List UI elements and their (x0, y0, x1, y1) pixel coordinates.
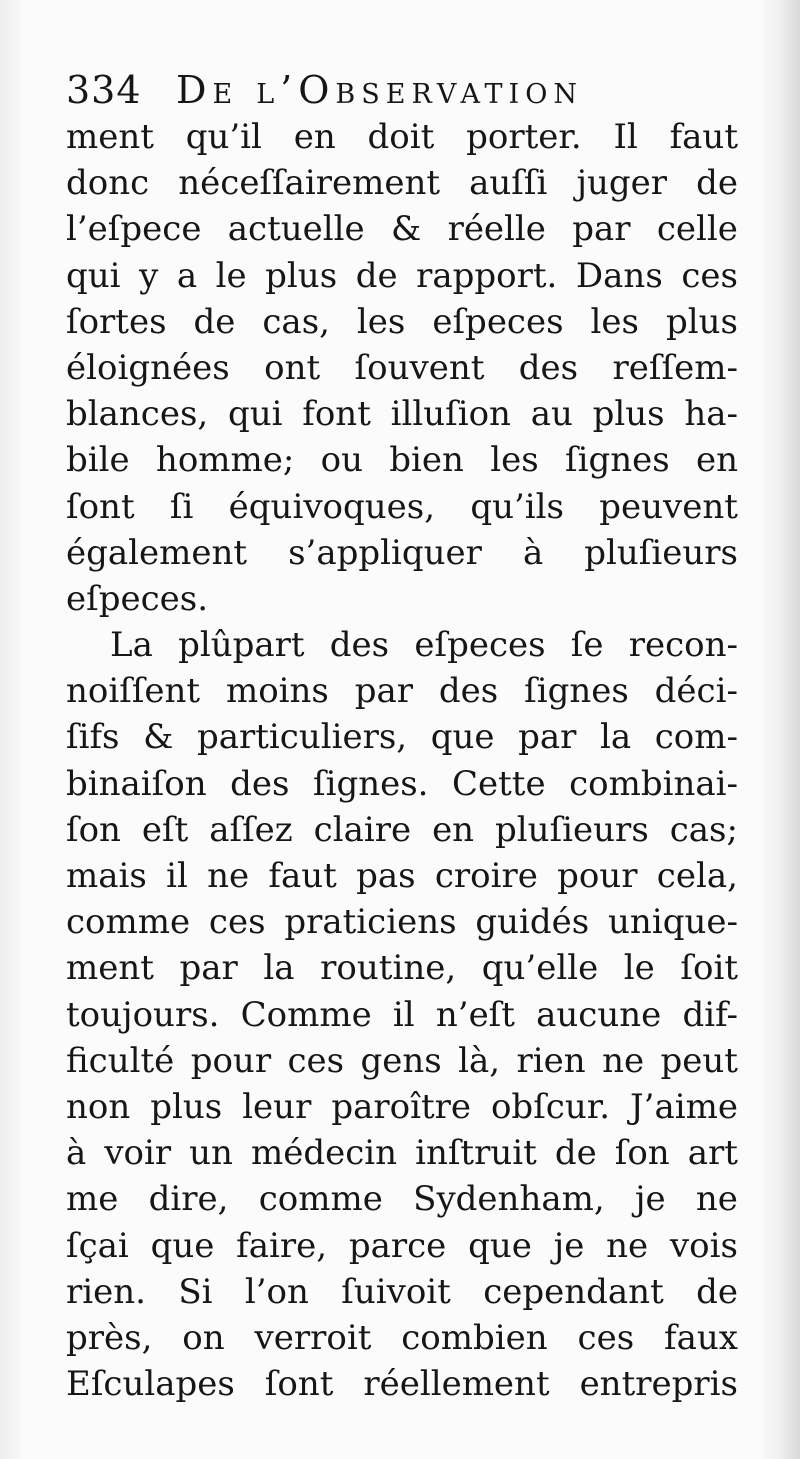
word: à (66, 1133, 87, 1174)
word: les (356, 301, 406, 342)
word: rien (516, 1040, 586, 1081)
word: il (392, 994, 415, 1035)
word: ſignes (524, 671, 629, 712)
word: de (554, 1133, 597, 1174)
text-line (66, 1361, 738, 1407)
word: auſſi (469, 163, 548, 204)
word: les (590, 301, 639, 342)
word: noiſſent (66, 671, 201, 712)
word: rapport. (416, 255, 558, 296)
word: l’eſpece (66, 209, 202, 250)
body-text (66, 114, 738, 1407)
word: ſuivoit (341, 1271, 451, 1312)
word: ſignes. (312, 763, 429, 804)
word: réellement (363, 1364, 550, 1405)
word: entrepris (579, 1364, 738, 1405)
word: mais (66, 856, 147, 896)
word: l’on (244, 1271, 309, 1312)
word: en (293, 117, 336, 157)
word: plus (665, 301, 738, 342)
word: cela, (656, 856, 738, 896)
word: des (329, 625, 390, 666)
word: ne (695, 1179, 738, 1220)
text-line (66, 530, 738, 576)
word: ſortes (66, 301, 167, 342)
word: le (623, 948, 655, 989)
word: actuelle (227, 209, 365, 250)
page-spine-shadow (776, 0, 800, 1459)
word: ne (606, 1225, 649, 1266)
word: dire, (148, 1179, 229, 1220)
word: dif- (682, 994, 738, 1035)
text-line (66, 992, 738, 1038)
word: moins (225, 671, 329, 712)
word: combinai- (569, 763, 738, 804)
word: ne (207, 856, 250, 896)
word: des (438, 671, 499, 712)
text-line (66, 899, 738, 945)
word: & (143, 717, 174, 758)
word: ſont (66, 486, 135, 527)
word: plûpart (178, 625, 305, 666)
word: plus (150, 1086, 223, 1127)
word: Eſculapes (66, 1364, 235, 1405)
word: & (390, 209, 422, 250)
word: par (354, 671, 414, 712)
word: font (302, 394, 371, 435)
word: je (634, 1179, 666, 1220)
word: faut (669, 117, 738, 157)
text-line (66, 437, 738, 483)
word: faut (268, 856, 337, 896)
word: des (518, 347, 579, 388)
word: ſon (66, 809, 121, 850)
word: J’aime (630, 1086, 738, 1127)
word: pluſieurs (584, 532, 738, 573)
word: toujours. (66, 994, 220, 1035)
word: de (193, 301, 236, 342)
word: à (522, 532, 544, 573)
text-line (66, 714, 738, 760)
word: routine, (320, 948, 457, 989)
word: là, (458, 1040, 501, 1081)
word: ſçai (66, 1225, 129, 1266)
word: ſoit (680, 948, 738, 989)
word: ha- (684, 394, 738, 435)
word: près, (66, 1317, 153, 1358)
word: Dans (575, 255, 663, 296)
page-header (66, 66, 738, 114)
word: ment (66, 117, 154, 157)
text-line (66, 1223, 738, 1269)
word: cas; (669, 809, 738, 850)
word: en (695, 440, 738, 481)
word: de (696, 163, 738, 204)
word: peut (660, 1040, 738, 1081)
word: ment (66, 948, 154, 989)
text-line (66, 345, 738, 391)
text-line (66, 1084, 738, 1130)
word: ces (681, 255, 738, 296)
word: peuvent (599, 486, 738, 527)
word: inſtruit (415, 1133, 537, 1174)
word: paroître (331, 1086, 471, 1127)
word: Comme (240, 994, 372, 1035)
word: pluſieurs (495, 809, 649, 850)
word: ne (602, 1040, 645, 1081)
word: de (355, 255, 398, 296)
word: la (599, 717, 632, 758)
word: praticiens (284, 902, 457, 943)
word: donc (66, 163, 150, 204)
word: qu’il (185, 117, 262, 157)
word: doit (367, 117, 435, 157)
text-line (66, 622, 738, 668)
word: a (176, 255, 198, 296)
word: parce (348, 1225, 447, 1266)
word: s’appliquer (288, 532, 482, 573)
word: homme; (155, 440, 295, 481)
word: que (430, 717, 495, 758)
word: La (110, 625, 153, 666)
word: qu’elle (481, 948, 599, 989)
word: guidés (475, 902, 590, 943)
word: me (66, 1179, 119, 1220)
word: ſifs (66, 717, 120, 758)
word: il (166, 856, 188, 896)
word: eſt (141, 809, 189, 850)
word: vois (669, 1225, 738, 1266)
running-head: De l’Observation (176, 68, 583, 112)
word: ou (320, 440, 364, 481)
word: faux (664, 1317, 738, 1358)
text-line (66, 1315, 738, 1361)
word: eſpeces (432, 301, 564, 342)
word: verroit (254, 1317, 372, 1358)
text-line (66, 761, 738, 807)
word: n’eſt (435, 994, 515, 1035)
word: ſe (570, 625, 604, 666)
word: médecin (250, 1133, 398, 1174)
word: aſſez (209, 809, 293, 850)
word: claire (313, 809, 412, 850)
text-line (66, 484, 738, 530)
word: par (179, 948, 238, 989)
word: que (468, 1225, 532, 1266)
word: réelle (447, 209, 546, 250)
word: aucune (536, 994, 662, 1035)
word: Il (613, 117, 638, 157)
word: juger (576, 163, 668, 204)
word: porter. (466, 117, 582, 157)
word: art (687, 1133, 738, 1174)
text-line (66, 668, 738, 714)
word: au (530, 394, 573, 435)
word: recon- (628, 625, 738, 666)
word: ficulté (66, 1040, 175, 1081)
word: bien (389, 440, 464, 481)
word: éloignées (66, 347, 230, 388)
word: croire (434, 856, 538, 896)
word: eſpeces (414, 625, 546, 666)
word: com- (654, 717, 738, 758)
text-line (66, 1269, 738, 1315)
word: Cette (451, 763, 546, 804)
word: pas (356, 856, 416, 896)
word: plus (592, 394, 665, 435)
text-block (66, 66, 738, 1407)
word: comme (258, 1179, 383, 1220)
text-line (66, 206, 738, 252)
word: ces (208, 902, 266, 943)
word: gens (360, 1040, 442, 1081)
text-line: eſpeces. (66, 578, 209, 619)
word: on (182, 1317, 225, 1358)
text-line (66, 1130, 738, 1176)
text-line (66, 160, 738, 206)
text-line (66, 1038, 738, 1084)
text-line (66, 299, 738, 345)
word: blances, (66, 394, 209, 435)
text-line (66, 1176, 738, 1222)
word: leur (242, 1086, 312, 1127)
word: ont (264, 347, 321, 388)
word: binaiſon (66, 763, 207, 804)
word: ſignes (564, 440, 670, 481)
word: particuliers, (196, 717, 408, 758)
word: qui (227, 394, 283, 435)
word: ſon (614, 1133, 670, 1174)
word: je (553, 1225, 585, 1266)
word: pour (190, 1040, 272, 1081)
word: plus (265, 255, 338, 296)
text-line (66, 391, 738, 437)
word: reſſem- (612, 347, 738, 388)
word: celle (656, 209, 738, 250)
word: obſcur. (490, 1086, 611, 1127)
word: ſont (264, 1364, 334, 1405)
word: rien. (66, 1271, 146, 1312)
word: déci- (654, 671, 738, 712)
text-line (66, 853, 738, 899)
word: néceſſairement (178, 163, 441, 204)
word: bile (66, 440, 130, 481)
word: non (66, 1086, 131, 1127)
word: cependant (483, 1271, 664, 1312)
word: unique- (608, 902, 738, 943)
word: Sydenham, (413, 1179, 605, 1220)
word: qui (66, 255, 121, 296)
word: illuſion (390, 394, 511, 435)
word: en (432, 809, 475, 850)
word: par (572, 209, 631, 250)
word: y (139, 255, 159, 296)
word: cas, (262, 301, 330, 342)
text-line (66, 807, 738, 853)
text-line (66, 114, 738, 160)
word: ſouvent (354, 347, 485, 388)
word: voir (104, 1133, 172, 1174)
word: Si (178, 1271, 213, 1312)
word: par (518, 717, 577, 758)
text-line (66, 945, 738, 991)
word: ces (287, 1040, 345, 1081)
word: ces (577, 1317, 635, 1358)
word: ſi (169, 486, 194, 527)
word: qu’ils (470, 486, 564, 527)
page-number: 334 (66, 68, 142, 112)
word: que (150, 1225, 215, 1266)
word: le (215, 255, 247, 296)
word: combien (401, 1317, 548, 1358)
text-line (66, 253, 738, 299)
word: pour (557, 856, 638, 896)
word: la (263, 948, 295, 989)
word: faire, (236, 1225, 328, 1266)
word: des (230, 763, 290, 804)
word: les (490, 440, 539, 481)
word: comme (66, 902, 191, 943)
word: équivoques, (228, 486, 436, 527)
word: de (696, 1271, 738, 1312)
word: également (66, 532, 248, 573)
word: un (189, 1133, 233, 1174)
